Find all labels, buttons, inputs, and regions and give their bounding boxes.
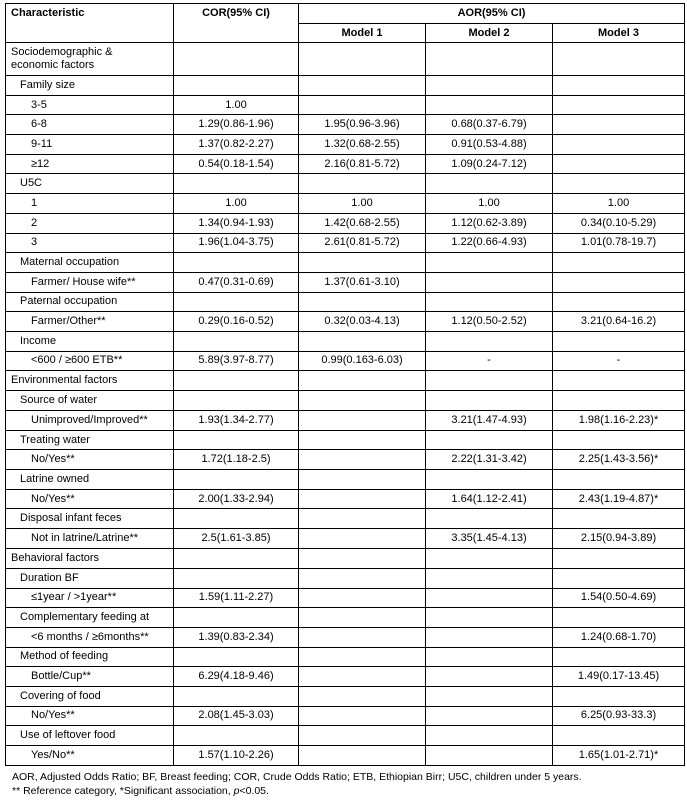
- row-label: 2: [31, 216, 38, 229]
- model-1-header: Model 1: [299, 23, 426, 43]
- model-3-cell: [553, 470, 685, 490]
- model-1-cell: 2.61(0.81-5.72): [299, 233, 426, 253]
- cor-cell: 1.00: [174, 95, 299, 115]
- model-3-cell: [553, 292, 685, 312]
- row-label: 6-8: [31, 118, 47, 131]
- group-heading-row: [6, 726, 685, 746]
- model-3-cell: [553, 568, 685, 588]
- cor-cell: [174, 253, 299, 273]
- table-row: [6, 233, 685, 253]
- row-label: ≥12: [31, 157, 50, 170]
- group-heading-row: [6, 509, 685, 529]
- model-2-cell: [426, 371, 553, 391]
- row-label: Treating water: [20, 433, 90, 446]
- row-label: Sociodemographic & economic factors: [11, 46, 113, 71]
- characteristic-cell: [6, 135, 174, 155]
- model-1-cell: [299, 95, 426, 115]
- cor-cell: 1.39(0.83-2.34): [174, 627, 299, 647]
- model-2-cell: [426, 726, 553, 746]
- model-2-cell: 1.12(0.50-2.52): [426, 312, 553, 332]
- characteristic-cell: [6, 430, 174, 450]
- row-label: Paternal occupation: [20, 295, 118, 308]
- row-label: Yes/No**: [31, 748, 75, 761]
- cor-cell: 1.37(0.82-2.27): [174, 135, 299, 155]
- model-2-cell: [426, 391, 553, 411]
- model-2-cell: [426, 174, 553, 194]
- row-label: 1: [31, 196, 38, 209]
- odds-ratio-table: [5, 3, 685, 766]
- model-1-cell: 1.00: [299, 194, 426, 214]
- model-2-cell: [426, 588, 553, 608]
- row-label: Disposal infant feces: [20, 512, 122, 525]
- group-heading-row: [6, 76, 685, 96]
- model-2-cell: [426, 430, 553, 450]
- characteristic-cell: [6, 95, 174, 115]
- cor-cell: [174, 568, 299, 588]
- row-label: Maternal occupation: [20, 256, 120, 269]
- model-1-cell: [299, 76, 426, 96]
- table-row: [6, 95, 685, 115]
- table-row: [6, 529, 685, 549]
- row-label: Farmer/ House wife**: [31, 275, 136, 288]
- model-3-cell: [553, 430, 685, 450]
- model-3-cell: 1.65(1.01-2.71)*: [553, 746, 685, 766]
- table-row: [6, 746, 685, 766]
- model-3-cell: [553, 76, 685, 96]
- model-2-cell: [426, 292, 553, 312]
- model-1-cell: 1.32(0.68-2.55): [299, 135, 426, 155]
- characteristic-cell: [6, 233, 174, 253]
- characteristic-cell: [6, 489, 174, 509]
- model-1-cell: [299, 529, 426, 549]
- cor-cell: 2.08(1.45-3.03): [174, 706, 299, 726]
- characteristic-cell: [6, 686, 174, 706]
- model-1-cell: [299, 568, 426, 588]
- model-1-cell: [299, 371, 426, 391]
- table-row: [6, 312, 685, 332]
- model-3-cell: 2.25(1.43-3.56)*: [553, 450, 685, 470]
- characteristic-cell: [6, 470, 174, 490]
- model-1-cell: [299, 411, 426, 431]
- table-row: [6, 154, 685, 174]
- model-2-cell: -: [426, 351, 553, 371]
- model-3-cell: [553, 686, 685, 706]
- cor-cell: [174, 430, 299, 450]
- group-heading-row: [6, 292, 685, 312]
- model-2-cell: 0.68(0.37-6.79): [426, 115, 553, 135]
- table-row: [6, 213, 685, 233]
- cor-cell: [174, 726, 299, 746]
- characteristic-cell: [6, 647, 174, 667]
- section-heading-row: [6, 43, 685, 76]
- model-3-cell: [553, 272, 685, 292]
- cor-cell: [174, 509, 299, 529]
- model-1-cell: [299, 548, 426, 568]
- row-label: Unimproved/Improved**: [31, 413, 148, 426]
- cor-cell: [174, 331, 299, 351]
- row-label: Duration BF: [20, 571, 79, 584]
- characteristic-cell: [6, 588, 174, 608]
- model-1-cell: [299, 292, 426, 312]
- row-label: Behavioral factors: [11, 551, 100, 564]
- table-row: [6, 135, 685, 155]
- row-label: 9-11: [31, 137, 53, 150]
- row-label: Environmental factors: [11, 374, 118, 387]
- characteristic-cell: [6, 312, 174, 332]
- cor-cell: [174, 608, 299, 628]
- model-2-cell: [426, 272, 553, 292]
- cor-cell: 1.59(1.11-2.27): [174, 588, 299, 608]
- significance-note: [12, 784, 687, 798]
- model-2-cell: [426, 470, 553, 490]
- characteristic-cell: [6, 746, 174, 766]
- row-label: No/Yes**: [31, 709, 75, 722]
- cor-cell: 2.00(1.33-2.94): [174, 489, 299, 509]
- cor-cell: 6.29(4.18-9.46): [174, 667, 299, 687]
- group-heading-row: [6, 430, 685, 450]
- model-1-cell: [299, 450, 426, 470]
- model-1-cell: 1.42(0.68-2.55): [299, 213, 426, 233]
- cor-cell: [174, 686, 299, 706]
- row-label: Farmer/Other**: [31, 315, 106, 328]
- characteristic-cell: [6, 292, 174, 312]
- characteristic-cell: [6, 450, 174, 470]
- model-1-cell: [299, 253, 426, 273]
- model-1-cell: [299, 746, 426, 766]
- model-3-cell: [553, 509, 685, 529]
- cor-cell: 5.89(3.97-8.77): [174, 351, 299, 371]
- model-2-cell: [426, 667, 553, 687]
- model-2-cell: [426, 608, 553, 628]
- row-label: ≤1year / >1year**: [31, 591, 117, 604]
- model-3-cell: [553, 135, 685, 155]
- group-heading-row: [6, 253, 685, 273]
- cor-cell: [174, 470, 299, 490]
- cor-cell: [174, 548, 299, 568]
- table-row: [6, 115, 685, 135]
- model-3-cell: 1.54(0.50-4.69): [553, 588, 685, 608]
- characteristic-cell: [6, 43, 174, 76]
- characteristic-cell: [6, 331, 174, 351]
- characteristic-cell: [6, 548, 174, 568]
- characteristic-cell: [6, 391, 174, 411]
- model-2-cell: 1.12(0.62-3.89): [426, 213, 553, 233]
- model-3-cell: 1.01(0.78-19.7): [553, 233, 685, 253]
- cor-cell: [174, 647, 299, 667]
- row-label: <6 months / ≥6months**: [31, 630, 149, 643]
- section-heading-row: [6, 371, 685, 391]
- cor-cell: [174, 371, 299, 391]
- model-1-cell: [299, 667, 426, 687]
- p-symbol: p: [233, 784, 240, 797]
- model-3-cell: [553, 647, 685, 667]
- cor-cell: 1.96(1.04-3.75): [174, 233, 299, 253]
- group-heading-row: [6, 470, 685, 490]
- group-heading-row: [6, 568, 685, 588]
- model-3-cell: [553, 253, 685, 273]
- model-1-cell: 0.32(0.03-4.13): [299, 312, 426, 332]
- model-3-cell: 2.43(1.19-4.87)*: [553, 489, 685, 509]
- model-2-cell: [426, 95, 553, 115]
- model-2-cell: 2.22(1.31-3.42): [426, 450, 553, 470]
- aor-header: AOR(95% CI): [299, 4, 685, 24]
- cor-cell: 0.29(0.16-0.52): [174, 312, 299, 332]
- characteristic-cell: [6, 509, 174, 529]
- cor-cell: 1.57(1.10-2.26): [174, 746, 299, 766]
- model-1-cell: [299, 331, 426, 351]
- cor-cell: 1.00: [174, 194, 299, 214]
- characteristic-cell: [6, 76, 174, 96]
- model-1-cell: [299, 470, 426, 490]
- table-row: [6, 450, 685, 470]
- group-heading-row: [6, 331, 685, 351]
- model-2-cell: 1.64(1.12-2.41): [426, 489, 553, 509]
- group-heading-row: [6, 391, 685, 411]
- reference-note: ** Reference category, *Significant association,: [12, 784, 234, 797]
- model-3-cell: [553, 115, 685, 135]
- row-label: No/Yes**: [31, 492, 75, 505]
- model-3-cell: 6.25(0.93-33.3): [553, 706, 685, 726]
- group-heading-row: [6, 686, 685, 706]
- model-3-cell: 3.21(0.64-16.2): [553, 312, 685, 332]
- model-3-cell: 1.49(0.17-13.45): [553, 667, 685, 687]
- section-heading-row: [6, 548, 685, 568]
- model-1-cell: [299, 726, 426, 746]
- group-heading-row: [6, 647, 685, 667]
- cor-header: COR(95% CI): [174, 4, 299, 43]
- characteristic-cell: [6, 174, 174, 194]
- model-3-cell: 1.24(0.68-1.70): [553, 627, 685, 647]
- model-1-cell: [299, 686, 426, 706]
- characteristic-cell: [6, 667, 174, 687]
- cor-cell: [174, 43, 299, 76]
- model-2-cell: 1.00: [426, 194, 553, 214]
- model-2-cell: [426, 253, 553, 273]
- row-label: Income: [20, 334, 57, 347]
- model-2-cell: 0.91(0.53-4.88): [426, 135, 553, 155]
- cor-cell: 1.93(1.34-2.77): [174, 411, 299, 431]
- model-3-cell: [553, 95, 685, 115]
- p-threshold: <0.05.: [239, 784, 269, 797]
- model-1-cell: [299, 588, 426, 608]
- characteristic-cell: [6, 351, 174, 371]
- model-3-cell: [553, 331, 685, 351]
- model-2-cell: [426, 647, 553, 667]
- characteristic-cell: [6, 194, 174, 214]
- model-3-cell: [553, 174, 685, 194]
- model-2-cell: [426, 568, 553, 588]
- model-1-cell: 1.37(0.61-3.10): [299, 272, 426, 292]
- model-2-cell: 3.35(1.45-4.13): [426, 529, 553, 549]
- cor-cell: 0.47(0.31-0.69): [174, 272, 299, 292]
- model-2-cell: [426, 686, 553, 706]
- row-label: Complementary feeding at: [20, 611, 150, 624]
- row-label: 3: [31, 236, 38, 249]
- model-3-cell: 2.15(0.94-3.89): [553, 529, 685, 549]
- characteristic-header: Characteristic: [6, 4, 174, 43]
- model-1-cell: 2.16(0.81-5.72): [299, 154, 426, 174]
- table-footnotes: [12, 770, 687, 798]
- model-1-cell: [299, 706, 426, 726]
- cor-cell: [174, 391, 299, 411]
- row-label: 3-5: [31, 98, 47, 111]
- table-row: [6, 588, 685, 608]
- cor-cell: [174, 174, 299, 194]
- characteristic-cell: [6, 213, 174, 233]
- model-2-cell: 1.09(0.24-7.12): [426, 154, 553, 174]
- model-2-header: Model 2: [426, 23, 553, 43]
- table-body: [6, 43, 685, 766]
- model-2-cell: [426, 509, 553, 529]
- characteristic-cell: [6, 253, 174, 273]
- model-1-cell: [299, 489, 426, 509]
- model-1-cell: [299, 627, 426, 647]
- model-3-cell: [553, 154, 685, 174]
- abbreviations-note: AOR, Adjusted Odds Ratio; BF, Breast feeding; COR, Crude Odds Ratio; ETB, Ethiopian Birr; U5C, children under 5 years.: [12, 770, 582, 783]
- table-row: [6, 627, 685, 647]
- table-row: [6, 667, 685, 687]
- table-row: [6, 351, 685, 371]
- model-3-cell: [553, 371, 685, 391]
- table-row: [6, 272, 685, 292]
- row-label: Covering of food: [20, 689, 101, 702]
- cor-cell: 1.34(0.94-1.93): [174, 213, 299, 233]
- characteristic-cell: [6, 706, 174, 726]
- model-2-cell: [426, 331, 553, 351]
- characteristic-cell: [6, 627, 174, 647]
- cor-cell: 0.54(0.18-1.54): [174, 154, 299, 174]
- table-row: [6, 489, 685, 509]
- cor-cell: 1.29(0.86-1.96): [174, 115, 299, 135]
- group-heading-row: [6, 608, 685, 628]
- row-label: Method of feeding: [20, 650, 109, 663]
- model-2-cell: [426, 627, 553, 647]
- table-header: [6, 4, 685, 43]
- row-label: <600 / ≥600 ETB**: [31, 354, 123, 367]
- model-1-cell: 0.99(0.163-6.03): [299, 351, 426, 371]
- model-3-cell: 0.34(0.10-5.29): [553, 213, 685, 233]
- model-3-cell: -: [553, 351, 685, 371]
- row-label: Latrine owned: [20, 472, 90, 485]
- table-row: [6, 706, 685, 726]
- table-row: [6, 411, 685, 431]
- model-2-cell: 1.22(0.66-4.93): [426, 233, 553, 253]
- model-2-cell: [426, 746, 553, 766]
- model-1-cell: [299, 608, 426, 628]
- group-heading-row: [6, 174, 685, 194]
- row-label: Use of leftover food: [20, 729, 116, 742]
- model-1-cell: [299, 509, 426, 529]
- model-2-cell: [426, 706, 553, 726]
- model-3-cell: [553, 43, 685, 76]
- cor-cell: [174, 292, 299, 312]
- model-3-cell: [553, 391, 685, 411]
- table-row: [6, 194, 685, 214]
- model-3-header: Model 3: [553, 23, 685, 43]
- model-2-cell: [426, 548, 553, 568]
- model-2-cell: [426, 43, 553, 76]
- characteristic-cell: [6, 568, 174, 588]
- characteristic-cell: [6, 411, 174, 431]
- row-label: Source of water: [20, 394, 98, 407]
- model-1-cell: [299, 430, 426, 450]
- model-2-cell: [426, 76, 553, 96]
- model-3-cell: 1.00: [553, 194, 685, 214]
- model-1-cell: [299, 43, 426, 76]
- characteristic-cell: [6, 608, 174, 628]
- cor-cell: [174, 76, 299, 96]
- row-label: Family size: [20, 78, 76, 91]
- model-3-cell: [553, 726, 685, 746]
- row-label: U5C: [20, 177, 43, 190]
- characteristic-cell: [6, 529, 174, 549]
- row-label: Bottle/Cup**: [31, 670, 91, 683]
- characteristic-cell: [6, 371, 174, 391]
- model-3-cell: [553, 608, 685, 628]
- characteristic-cell: [6, 726, 174, 746]
- row-label: Not in latrine/Latrine**: [31, 531, 139, 544]
- characteristic-cell: [6, 154, 174, 174]
- model-3-cell: [553, 548, 685, 568]
- model-2-cell: 3.21(1.47-4.93): [426, 411, 553, 431]
- cor-cell: 2.5(1.61-3.85): [174, 529, 299, 549]
- characteristic-cell: [6, 115, 174, 135]
- model-1-cell: [299, 174, 426, 194]
- header-row: [6, 4, 685, 24]
- row-label: No/Yes**: [31, 453, 75, 466]
- model-3-cell: 1.98(1.16-2.23)*: [553, 411, 685, 431]
- cor-cell: 1.72(1.18-2.5): [174, 450, 299, 470]
- model-1-cell: [299, 647, 426, 667]
- model-1-cell: 1.95(0.96-3.96): [299, 115, 426, 135]
- model-1-cell: [299, 391, 426, 411]
- characteristic-cell: [6, 272, 174, 292]
